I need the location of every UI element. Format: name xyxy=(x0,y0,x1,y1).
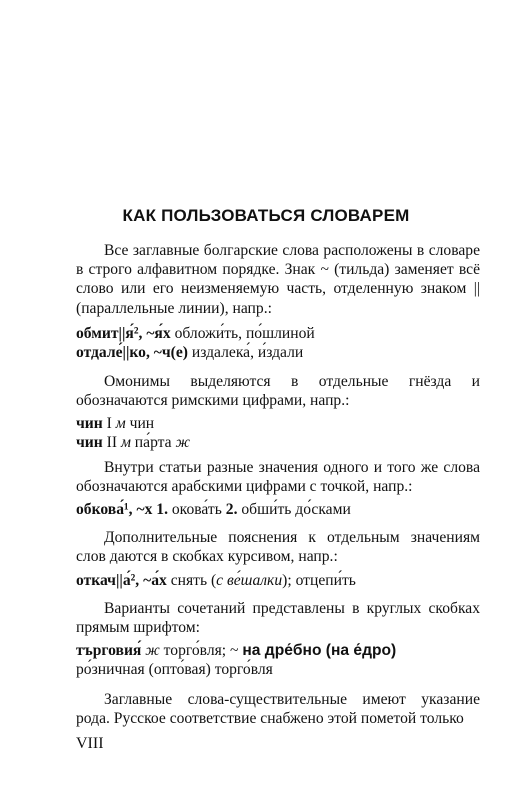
sense-number: 1. xyxy=(152,501,168,518)
translation: торго́вля; ~ xyxy=(159,642,243,659)
example-meanings xyxy=(76,500,480,519)
phrase: на дре́бно (на е́дро) xyxy=(242,642,397,659)
example-line xyxy=(76,433,480,452)
example-line xyxy=(76,660,480,679)
headword: чин xyxy=(76,415,103,432)
translation: ); отцепи́ть xyxy=(282,572,356,589)
translation: па́рта xyxy=(130,434,176,452)
example-line xyxy=(76,500,480,519)
paragraph-gender: Заглавные слова-существительные имеют указание рода. Русское соответствие снабжено этой пометой только xyxy=(76,691,480,728)
explanation: с ве́шалки xyxy=(216,572,283,589)
example-variants xyxy=(76,641,480,679)
paragraph-alphabetical-order: Все заглавные болгарские слова расположены в словаре в строго алфавитном порядке. Знак ~ (тильда) заменяет всё слово или его неизменяемую часть, отделенную знаком || (параллельные линии), напр.: xyxy=(76,242,480,317)
translation: издалека́, и́здали xyxy=(188,344,304,362)
roman-numeral: II xyxy=(102,434,121,452)
example-line xyxy=(76,343,480,362)
translation: окова́ть xyxy=(167,501,226,518)
headword: отдале́||ко, ~ч(е) xyxy=(76,344,188,362)
page-number: VIII xyxy=(76,735,104,752)
paragraph-variants: Варианты сочетаний представлены в круглых скобках прямым шрифтом: xyxy=(76,600,480,637)
gender-mark: ж xyxy=(141,642,160,659)
headword: търговия́ xyxy=(76,642,142,659)
example-line xyxy=(76,414,480,433)
example-tilde xyxy=(76,324,480,362)
translation: чин xyxy=(125,415,155,432)
gender-mark: м xyxy=(115,415,126,432)
headword: обмит||я́², ~я́х xyxy=(76,325,171,342)
page-title: КАК ПОЛЬЗОВАТЬСЯ СЛОВАРЕМ xyxy=(122,206,410,225)
headword: откач||а́², ~а́х xyxy=(76,572,167,589)
example-line xyxy=(76,324,480,343)
translation: ро́зничная (опто́вая) торго́вля xyxy=(76,661,273,679)
roman-numeral: I xyxy=(102,415,116,432)
gender-mark: м xyxy=(120,434,131,452)
example-explanations xyxy=(76,571,480,590)
translation: снять ( xyxy=(166,572,217,589)
headword: обкова́¹, ~х xyxy=(76,501,153,518)
gender-mark: ж xyxy=(175,434,191,452)
headword: чин xyxy=(76,434,103,452)
example-line xyxy=(76,571,480,590)
example-line xyxy=(76,641,480,660)
translation: обши́ть до́сками xyxy=(237,501,351,518)
translation: обложи́ть, по́шлиной xyxy=(170,325,315,342)
example-homonyms xyxy=(76,414,480,452)
paragraph-explanations: Дополнительные пояснения к отдельным значениям слов даются в скобках курсивом, напр.: xyxy=(76,529,480,566)
paragraph-meanings: Внутри статьи разные значения одного и того же слова обозначаются арабскими цифрами с точкой, напр.: xyxy=(76,459,480,496)
paragraph-homonyms: Омонимы выделяются в отдельные гнёзда и обозначаются римскими цифрами, напр.: xyxy=(76,373,480,410)
sense-number: 2. xyxy=(225,501,238,518)
